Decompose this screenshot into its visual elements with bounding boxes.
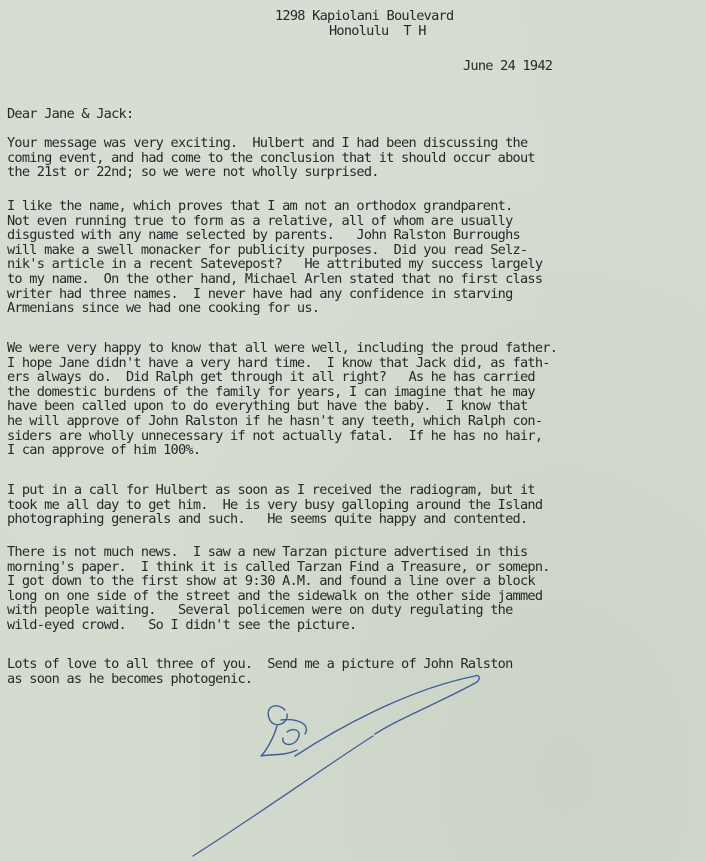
text-line: I put in a call for Hulbert as soon as I received the radiogram, but it <box>7 482 535 498</box>
text-line: Lots of love to all three of you. Send me a picture of John Ralston <box>7 656 513 672</box>
text-line: I hope Jane didn't have a very hard time. I know that Jack did, as fath- <box>7 354 550 371</box>
text-line: I can approve of him 100%. <box>7 442 201 459</box>
text-line: There is not much news. I saw a new Tarzan picture advertised in this <box>7 544 528 560</box>
text-line: with people waiting. Several policemen were on duty regulating the <box>7 602 513 619</box>
paragraph-news <box>7 545 550 633</box>
text-line: Not even running true to form as a relative, all of whom are usually <box>7 212 513 229</box>
paragraph-hulbert <box>7 483 542 527</box>
text-line: Armenians since we had one cooking for us. <box>7 300 320 317</box>
text-line: I like the name, which proves that I am not an orthodox grandparent. <box>7 198 513 214</box>
text-line: Your message was very exciting. Hulbert and I had been discussing the <box>7 135 528 151</box>
text-line: have been called upon to do everything but have the baby. I know that <box>7 398 528 415</box>
text-line: long on one side of the street and the sidewalk on the other side jammed <box>7 587 543 604</box>
text-line: wild-eyed crowd. So I didn't see the picture. <box>7 616 357 633</box>
text-line: disgusted with any name selected by parents. John Ralston Burroughs <box>7 227 520 244</box>
text-line: he will approve of John Ralston if he hasn't any teeth, which Ralph con- <box>7 412 543 429</box>
text-line: ers always do. Did Ralph get through it all right? As he has carried <box>7 369 535 386</box>
text-line: We were very happy to know that all were well, including the proud father. <box>7 340 558 356</box>
text-line: I got down to the first show at 9:30 A.M. and found a line over a block <box>7 573 535 590</box>
text-line: the 21st or 22nd; so we were not wholly surprised. <box>7 164 379 181</box>
letter-date: June 24 1942 <box>463 58 553 74</box>
text-line: as soon as he becomes photogenic. <box>7 670 253 687</box>
salutation: Dear Jane & Jack: <box>7 106 134 122</box>
paragraph-message <box>7 136 535 180</box>
text-line: coming event, and had come to the conclusion that it should occur about <box>7 149 535 166</box>
text-line: siders are wholly unnecessary if not actually fatal. If he has no hair, <box>7 427 543 444</box>
handwritten-signature <box>185 660 485 860</box>
text-line: took me all day to get him. He is very busy galloping around the Island <box>7 496 543 513</box>
text-line: to my name. On the other hand, Michael Arlen stated that no first class <box>7 270 543 287</box>
text-line: will make a swell monacker for publicity purposes. Did you read Selz- <box>7 241 528 258</box>
text-line: writer had three names. I never have had any confidence in starving <box>7 285 513 302</box>
text-line: morning's paper. I think it is called Tarzan Find a Treasure, or somepn. <box>7 558 550 575</box>
paragraph-family <box>7 341 557 458</box>
text-line: photographing generals and such. He seems quite happy and contented. <box>7 511 528 528</box>
text-line: the domestic burdens of the family for years, I can imagine that he may <box>7 383 535 400</box>
address-line-2: Honolulu T H <box>329 23 426 39</box>
text-line: nik's article in a recent Satevepost? He attributed my success largely <box>7 256 543 273</box>
paragraph-name <box>7 199 542 316</box>
address-line-1: 1298 Kapiolani Boulevard <box>275 8 454 24</box>
